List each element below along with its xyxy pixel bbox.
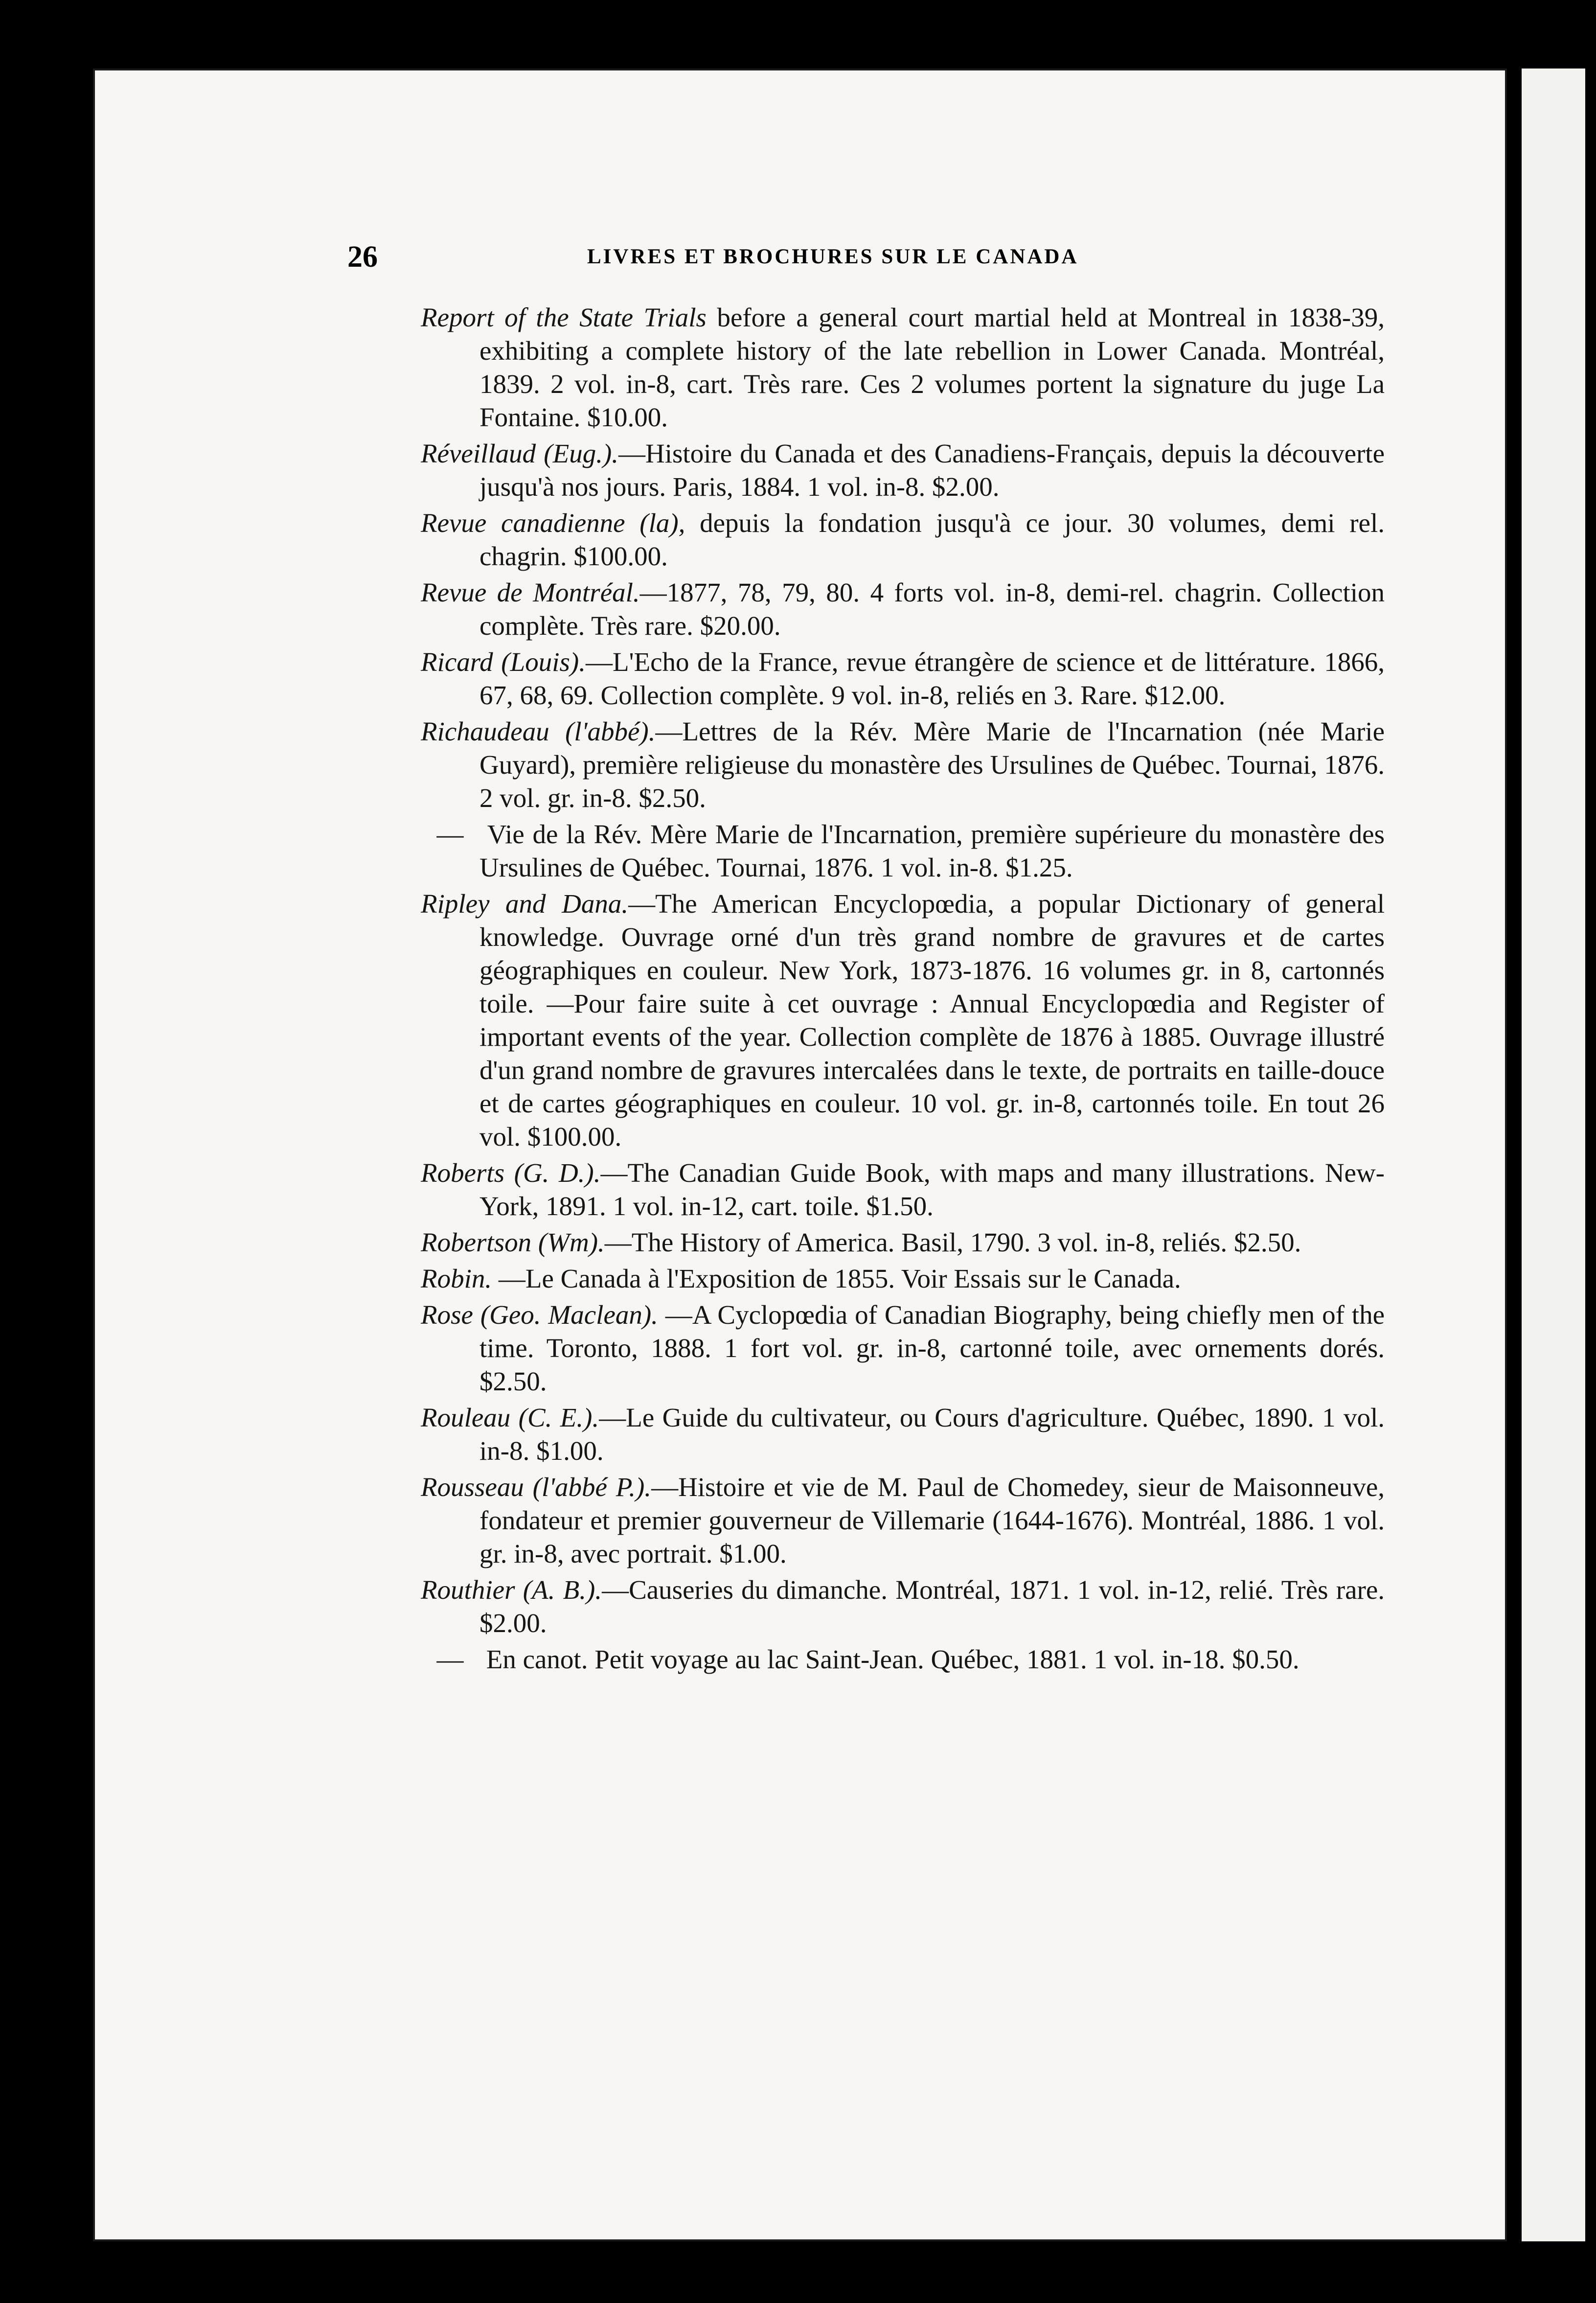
entry-text: Vie de la Rév. Mère Marie de l'Incarnation, première supérieure du monastère des Ursulines de Québec. Tournai, 1876. 1 vol. in-8. $1.25.: [479, 819, 1385, 882]
entry-text: before a general court martial held at Montreal in 1838-39, exhibiting a complete history of the late rebellion in Lower Canada. Montréal, 1839. 2 vol. in-8, cart. Très rare. Ces 2 volumes portent la signature du juge La Fontaine. $10.00.: [479, 302, 1385, 432]
entry-heading: Revue canadienne (la),: [421, 508, 685, 538]
entry-text: depuis la fondation jusqu'à ce jour. 30 volumes, demi rel. chagrin. $100.00.: [479, 508, 1385, 571]
entry-heading: Rouleau (C. E.).: [421, 1403, 599, 1432]
entry-text: —A Cyclopœdia of Canadian Biography, being chiefly men of the time. Toronto, 1888. 1 fort vol. gr. in-8, cartonné toile, avec ornements dorés. $2.50.: [479, 1300, 1385, 1396]
catalogue-entry: [421, 818, 1385, 884]
entry-text: —The American Encyclopœdia, a popular Dictionary of general knowledge. Ouvrage orné d'un très grand nombre de gravures et de cartes géographiques en couleur. New York, 1873-1876. 16 volumes gr. in 8, cartonnés toile. —Pour faire suite à cet ouvrage : Annual Encyclopœdia and Register of important events of the year. Collection complète de 1876 à 1885. Ouvrage illustré d'un grand nombre de gravures intercalées dans le texte, de portraits en taille-douce et de cartes géographiques en couleur. 10 vol. gr. in-8, cartonnés toile. En tout 26 vol. $100.00.: [479, 889, 1385, 1152]
entry-heading: Ricard (Louis).: [421, 647, 586, 677]
entry-heading: Robertson (Wm).: [421, 1227, 605, 1257]
entry-heading: Richaudeau (l'abbé).: [421, 716, 656, 746]
entry-text: —L'Echo de la France, revue étrangère de science et de littérature. 1866, 67, 68, 69. Collection complète. 9 vol. in-8, reliés en 3. Rare. $12.00.: [479, 647, 1385, 710]
entry-text: —Le Canada à l'Exposition de 1855. Voir Essais sur le Canada.: [492, 1264, 1181, 1293]
catalogue-entry: [421, 1156, 1385, 1223]
entry-text: —The History of America. Basil, 1790. 3 vol. in-8, reliés. $2.50.: [604, 1227, 1301, 1257]
entry-heading: Robin.: [421, 1264, 492, 1293]
catalogue-entry: [421, 1643, 1385, 1676]
adjacent-page-edge: [1522, 69, 1585, 2241]
catalogue-entry: [421, 645, 1385, 712]
entry-text: En canot. Petit voyage au lac Saint-Jean. Québec, 1881. 1 vol. in-18. $0.50.: [479, 1644, 1300, 1674]
entry-heading: Roberts (G. D.).: [421, 1158, 601, 1188]
entry-text: —Causeries du dimanche. Montréal, 1871. 1 vol. in-12, relié. Très rare. $2.00.: [479, 1575, 1385, 1638]
catalogue-entry: [421, 887, 1385, 1153]
entry-text: —Histoire et vie de M. Paul de Chomedey, sieur de Maisonneuve, fondateur et premier gouverneur de Villemarie (1644-1676). Montréal, 1886. 1 vol. gr. in-8, avec portrait. $1.00.: [479, 1472, 1385, 1568]
catalogue-entry: [421, 437, 1385, 504]
catalogue-entry: [421, 576, 1385, 643]
page-header: [313, 240, 1380, 274]
ditto-dash: —: [436, 819, 464, 849]
entry-text: —Lettres de la Rév. Mère Marie de l'Incarnation (née Marie Guyard), première religieuse du monastère des Ursulines de Québec. Tournai, 1876. 2 vol. gr. in-8. $2.50.: [479, 716, 1385, 813]
entry-heading: Ripley and Dana.: [421, 889, 629, 919]
entry-text: —1877, 78, 79, 80. 4 forts vol. in-8, demi-rel. chagrin. Collection complète. Très rare. $20.00.: [479, 577, 1385, 641]
catalogue-entry: [421, 1401, 1385, 1468]
catalogue-entry: [421, 1471, 1385, 1570]
entry-text: —Histoire du Canada et des Canadiens-Français, depuis la découverte jusqu'à nos jours. Paris, 1884. 1 vol. in-8. $2.00.: [479, 438, 1385, 502]
entry-heading: Rose (Geo. Maclean).: [421, 1300, 658, 1330]
catalogue-entry: [421, 1226, 1385, 1259]
page-number: 26: [347, 240, 378, 274]
entry-heading: Routhier (A. B.).: [421, 1575, 602, 1605]
catalogue-entries: [421, 301, 1385, 1679]
entry-heading: Rousseau (l'abbé P.).: [421, 1472, 652, 1502]
catalogue-entry: [421, 301, 1385, 434]
catalogue-entry: [421, 715, 1385, 815]
entry-text: —The Canadian Guide Book, with maps and many illustrations. New-York, 1891. 1 vol. in-12, cart. toile. $1.50.: [479, 1158, 1385, 1221]
entry-text: —Le Guide du cultivateur, ou Cours d'agriculture. Québec, 1890. 1 vol. in-8. $1.00.: [479, 1403, 1385, 1466]
running-title: LIVRES ET BROCHURES SUR LE CANADA: [587, 245, 1079, 268]
catalogue-entry: [421, 507, 1385, 573]
catalogue-entry: [421, 1573, 1385, 1640]
catalogue-entry: [421, 1298, 1385, 1398]
entry-heading: Report of the State Trials: [421, 302, 707, 332]
entry-heading: Revue de Montréal.: [421, 577, 640, 607]
catalogue-entry: [421, 1262, 1385, 1295]
ditto-dash: —: [436, 1644, 464, 1674]
entry-heading: Réveillaud (Eug.).: [421, 438, 619, 468]
